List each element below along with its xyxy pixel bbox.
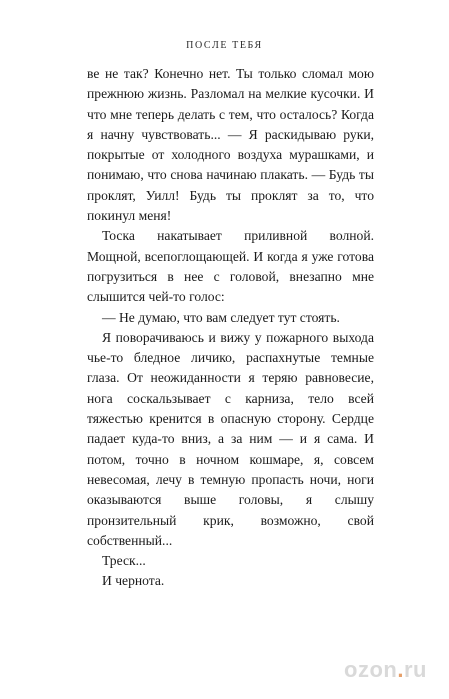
watermark-brand-dot: . — [397, 657, 404, 682]
paragraph-1: ве не так? Конечно нет. Ты только сломал мою прежнюю жизнь. Разломал на мелкие кусочки. И что мне теперь делать с тем, что осталось? Когда я начну чувствовать... — Я раскидываю руки, покрытые от холодного воздуха мурашками, и понимаю, что снова начинаю плакать. — Будь ты проклят, Уилл! Будь ты проклят за то, что покинул меня! — [87, 66, 374, 224]
body-text — [87, 64, 374, 592]
watermark-brand-left: ozon — [344, 657, 398, 682]
watermark-logo — [344, 657, 427, 683]
paragraph-4: Я поворачиваюсь и вижу у пожарного выхода чье-то бледное личико, распахнутые темные глаза. От неожиданности я теряю равновесие, нога соскальзывает с карниза, тело всей тяжестью кренится в опасную сторону. Сердце падает куда-то вниз, а за ним — и я сама. И потом, точно в ночном кошмаре, я, совсем невесомая, лечу в темную пропасть ночи, ноги оказываются выше головы, я слышу пронзительный крик, возможно, свой собственный... — [87, 329, 374, 548]
paragraph-6: И чернота. — [102, 573, 165, 589]
running-head: ПОСЛЕ ТЕБЯ — [186, 40, 263, 51]
paragraph-3: — Не думаю, что вам следует тут стоять. — [102, 309, 340, 325]
paragraph-2: Тоска накатывает приливной волной. Мощной, всепоглощающей. И когда я уже готова погрузиться в нее с головой, внезапно мне слышится чей-то голос: — [87, 228, 374, 305]
watermark-brand-right: ru — [404, 657, 427, 682]
paragraph-5: Треск... — [102, 553, 146, 569]
